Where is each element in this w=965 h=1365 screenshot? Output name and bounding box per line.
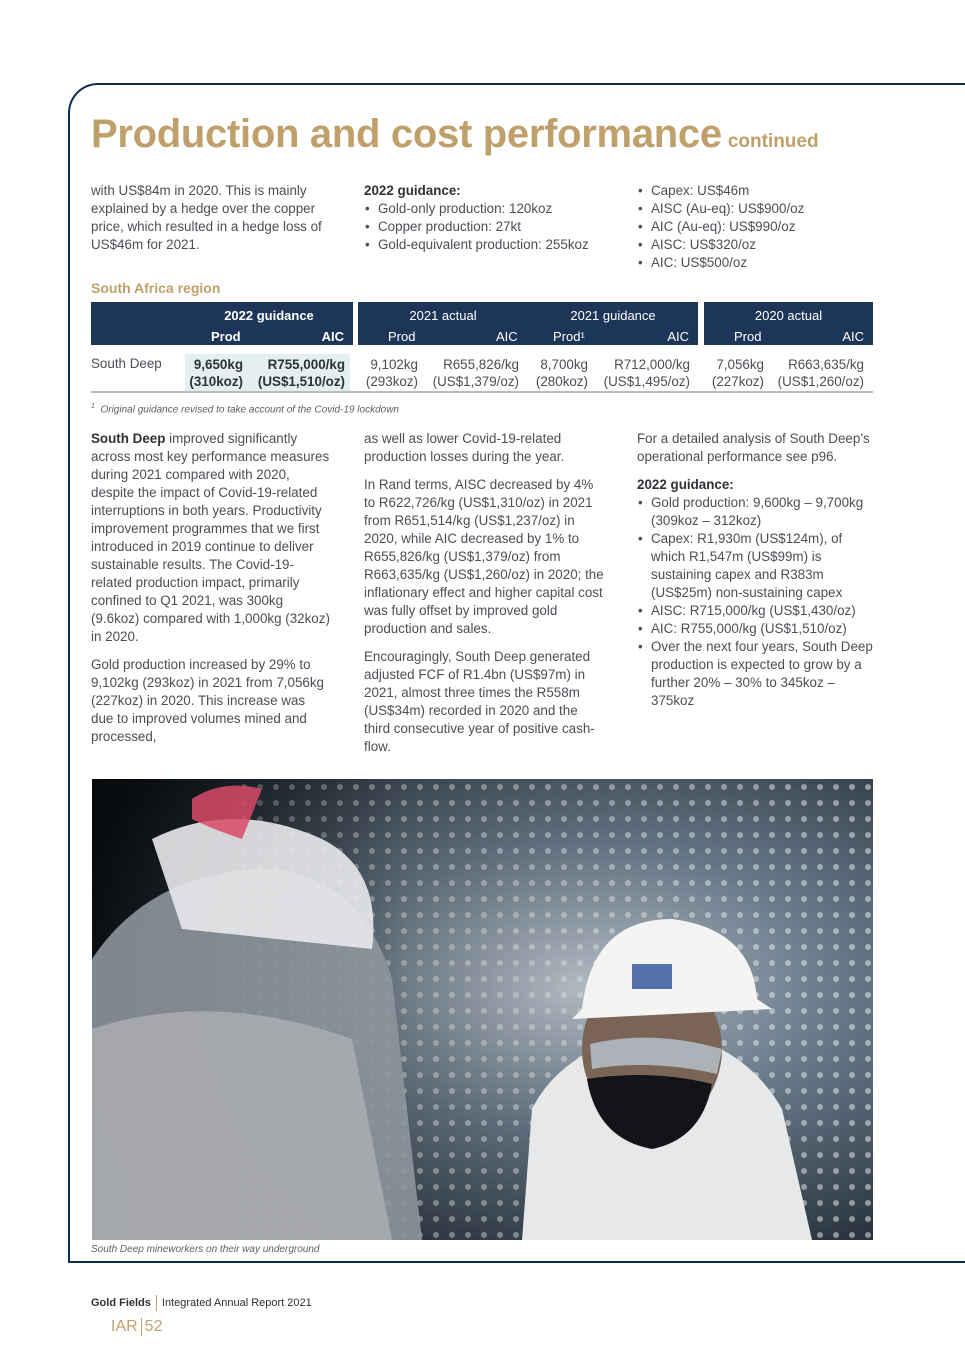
guidance-list xyxy=(637,494,873,710)
cell-line: 8,700kg xyxy=(540,357,588,372)
footer-divider xyxy=(156,1295,157,1311)
column-header-aic: AIC xyxy=(321,329,344,344)
cell-line: (US$1,495/oz) xyxy=(603,374,690,389)
cell-line: 7,056kg xyxy=(716,357,764,372)
body-paragraph: Gold production increased by 29% to 9,102kg (293koz) in 2021 from 7,056kg (227koz) in 2020. This increase was due to improved volumes mined and processed, xyxy=(91,657,324,744)
body-paragraph: In Rand terms, AISC decreased by 4% to R622,726/kg (US$1,310/oz) in 2021 from R651,514/kg (US$1,237/oz) in 2020, while AIC decreased by 1% to R655,826/kg (US$1,379/oz) from R663,635/kg (US$1,260/oz) in 2020; the inflationary effect and higher capital cost was fully offset by improved gold production and sales. xyxy=(364,477,604,636)
table-cell xyxy=(366,356,418,390)
column-header-prod: Prod xyxy=(211,329,241,344)
table-cell xyxy=(433,356,519,390)
cell-line: 9,102kg xyxy=(370,357,418,372)
list-item: • AIC: US$500/oz xyxy=(637,254,873,272)
footnote-mark: 1 xyxy=(91,403,95,410)
table-header-2020-actual xyxy=(704,302,873,345)
column-header-aic: AIC xyxy=(842,329,864,344)
title-text: Production and cost performance xyxy=(91,112,722,156)
list-item: • Copper production: 27kt xyxy=(364,218,604,236)
group-header: 2020 actual xyxy=(754,308,823,323)
photo-illustration xyxy=(92,779,873,1240)
cell-line: (US$1,510/oz) xyxy=(257,374,345,389)
table-footnote xyxy=(91,403,399,415)
list-item: • AIC (Au-eq): US$990/oz xyxy=(637,218,873,236)
table-cell xyxy=(712,356,764,390)
intro-paragraph: with US$84m in 2020. This is mainly explained by a hedge over the copper price, which resulted in a hedge loss of US$46m for 2021. xyxy=(91,183,322,252)
photo-caption: South Deep mineworkers on their way underground xyxy=(91,1244,320,1255)
title-continued: continued xyxy=(727,131,819,152)
table-cell xyxy=(258,356,345,390)
list-item: • AISC: R715,000/kg (US$1,430/oz) xyxy=(637,602,873,620)
section-title: South Africa region xyxy=(91,280,221,296)
list-item: • AISC: US$320/oz xyxy=(637,236,873,254)
row-label: South Deep xyxy=(91,356,162,371)
table-cell xyxy=(778,356,864,390)
page-number-divider xyxy=(141,1318,142,1336)
cell-line: R655,826/kg xyxy=(443,357,519,372)
group-header: 2021 guidance xyxy=(570,308,656,323)
guidance-heading: 2022 guidance: xyxy=(364,183,461,198)
cell-line: R663,635/kg xyxy=(788,357,864,372)
table-cell xyxy=(189,356,243,390)
cell-line: R755,000/kg xyxy=(267,357,345,372)
table-header-2021 xyxy=(358,302,698,345)
table-cell xyxy=(604,356,690,390)
column-header-prod: Prod xyxy=(388,329,416,344)
list-item: • Capex: R1,930m (US$124m), of which R1,547m (US$99m) is sustaining capex and R383m (US$25m) non-sustaining capex xyxy=(637,530,873,602)
column-header-aic: AIC xyxy=(496,329,518,344)
group-header: 2021 actual xyxy=(409,308,477,323)
body-column-3 xyxy=(637,430,873,710)
cell-line: (310koz) xyxy=(189,374,243,389)
footer-report-title: Integrated Annual Report 2021 xyxy=(161,1296,312,1309)
cell-line: (US$1,260/oz) xyxy=(777,374,864,389)
list-item: • AISC (Au-eq): US$900/oz xyxy=(637,200,873,218)
intro-column-1 xyxy=(91,182,331,264)
column-header-aic: AIC xyxy=(667,329,689,344)
cell-line: 9,650kg xyxy=(193,357,243,372)
mineworkers-photo xyxy=(92,779,873,1240)
table-cell xyxy=(536,356,588,390)
production-table xyxy=(91,302,873,392)
body-column-1 xyxy=(91,430,331,756)
intro-column-3 xyxy=(637,182,873,272)
list-item: • AIC: R755,000/kg (US$1,510/oz) xyxy=(637,620,873,638)
table-header-2022-guidance xyxy=(91,302,353,345)
cell-line: (227koz) xyxy=(711,374,764,389)
body-column-2 xyxy=(364,430,604,766)
footer xyxy=(91,1295,312,1311)
list-item: • Gold-equivalent production: 255koz xyxy=(364,236,604,254)
list-item: • Gold production: 9,600kg – 9,700kg (309koz – 312koz) xyxy=(637,494,873,530)
body-paragraph: Encouragingly, South Deep generated adjusted FCF of R1.4bn (US$97m) in 2021, almost three times the R558m (US$34m) recorded in 2020 and the third consecutive year of positive cash-flow. xyxy=(364,649,595,754)
footnote-text: Original guidance revised to take account of the Covid-19 lockdown xyxy=(100,404,399,416)
body-paragraph xyxy=(91,430,331,646)
section-label: IAR xyxy=(111,1318,138,1336)
page-number xyxy=(111,1318,162,1336)
footer-company: Gold Fields xyxy=(91,1296,151,1309)
page-title xyxy=(91,112,819,157)
guidance-list xyxy=(364,200,604,254)
cell-line: R712,000/kg xyxy=(614,357,690,372)
cell-line: (293koz) xyxy=(365,374,418,389)
cell-line: (US$1,379/oz) xyxy=(432,374,519,389)
list-item: • Gold-only production: 120koz xyxy=(364,200,604,218)
table-bottom-rule xyxy=(91,391,873,393)
column-header-prod: Prod xyxy=(734,329,762,344)
guidance-list xyxy=(637,182,873,272)
page-number-value: 52 xyxy=(144,1318,163,1336)
cell-line: (280koz) xyxy=(535,374,588,389)
group-header: 2022 guidance xyxy=(224,308,314,323)
guidance-heading: 2022 guidance: xyxy=(637,477,734,492)
body-paragraph: as well as lower Covid-19-related production losses during the year. xyxy=(364,431,565,464)
intro-column-2 xyxy=(364,182,604,254)
paragraph-text: improved significantly across most key performance measures during 2021 compared with 2020, despite the impact of Covid-19-related interruptions in both years. Productivity improvement programmes that we first introduced in 2019 continue to deliver sustainable results. The Covid-19-related production impact, primarily confined to Q1 2021, was 300kg (9.6koz) compared with 1,000kg (32koz) in 2020. xyxy=(91,431,330,644)
body-paragraph: For a detailed analysis of South Deep’s operational performance see p96. xyxy=(637,431,870,464)
list-item: • Over the next four years, South Deep production is expected to grow by a further 20% – 30% to 345koz – 375koz xyxy=(637,638,873,710)
bold-lead: South Deep xyxy=(91,431,166,446)
column-header-prod: Prod¹ xyxy=(553,329,585,344)
list-item: • Capex: US$46m xyxy=(637,182,873,200)
